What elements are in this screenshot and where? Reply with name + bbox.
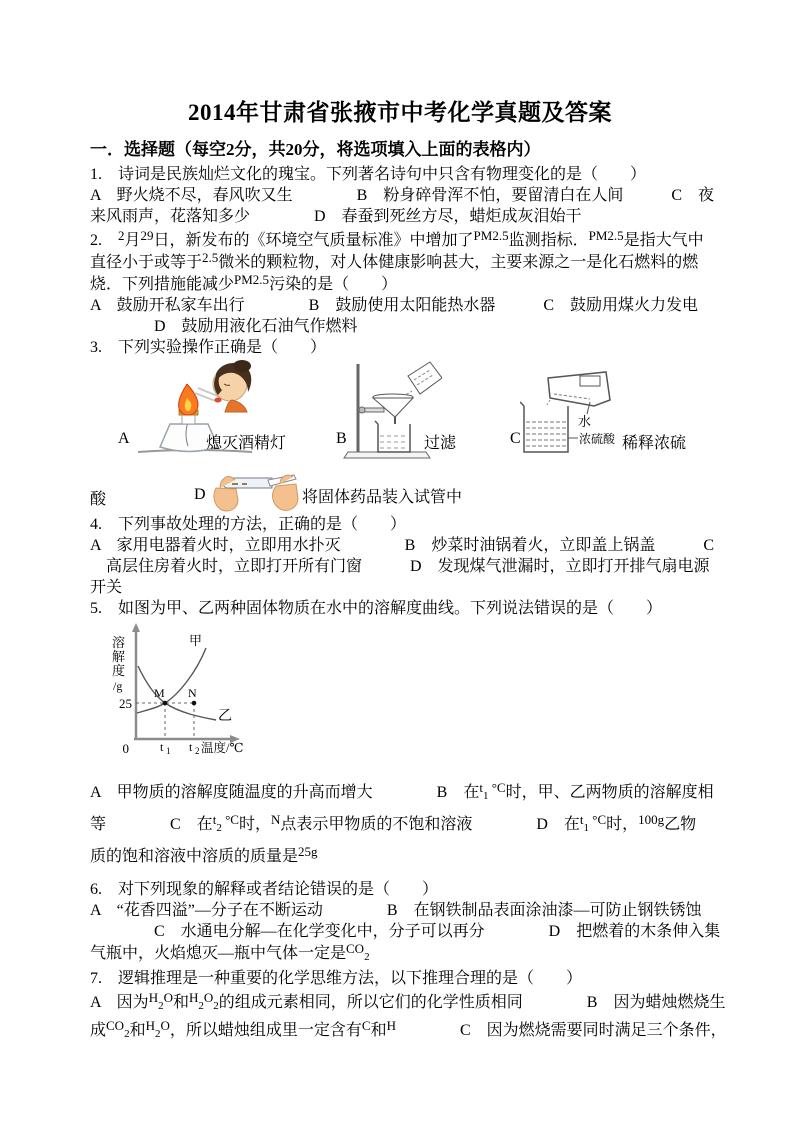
x-tick-t1-sub: 1 (166, 746, 171, 756)
q5-options (90, 777, 714, 873)
text-line: 5. 如图为甲、乙两种固体物质在水中的溶解度曲线。下列说法错误的是（ ） (90, 600, 663, 617)
text-line: 7. 逻辑推理是一种重要的化学思维方法，以下推理合理的是（ ） (90, 970, 583, 987)
document-content (90, 97, 727, 1045)
dashed-guides (136, 703, 194, 739)
q3-option-a-caption: 熄灭酒精灯 (206, 435, 287, 452)
q3-figures-row (90, 360, 710, 458)
xlabel: 温度/℃ (201, 741, 244, 755)
left-hand (214, 488, 238, 511)
point-m-dot (163, 701, 168, 706)
figure-load-solid-into-test-tube (210, 460, 302, 514)
ylabel-char-3: 度 (112, 663, 126, 678)
pouring-beaker (408, 362, 442, 394)
q4-options (90, 535, 715, 598)
q2-stem (90, 229, 710, 295)
text-line: A 鼓励开私家车出行 B 鼓励使用太阳能热水器 C 鼓励用煤火力发电 (90, 297, 699, 314)
solubility-curve-graph (98, 621, 266, 766)
text-line: 气瓶中，火焰熄灭—瓶中气体一定是$^{CO}$2 (90, 941, 370, 963)
q3-stem (90, 337, 710, 358)
text-line: 4. 下列事故处理的方法，正确的是（ ） (90, 516, 407, 533)
text-line: 等 C 在$^t$2 $^{^\circ C}$时，$^N$点表示甲物质的不饱和溶液 D 在$^t$1 $^{^\circ C}$时，$^{100g}$乙物 (90, 812, 697, 834)
text-line: 1. 诗词是民族灿烂文化的瑰宝。下列著名诗句中只含有物理变化的是（ ） (90, 166, 647, 183)
q7-stem (90, 968, 710, 989)
curve-jia-label: 甲 (189, 633, 203, 648)
q4-stem (90, 514, 710, 535)
page-title: 2014年甘肃省张掖市中考化学真题及答案 (188, 100, 612, 125)
q1-stem (90, 164, 710, 185)
text-line: 开关 (90, 579, 123, 596)
point-n-label: N (188, 686, 197, 700)
q3-option-c-letter: C (510, 430, 521, 447)
text-line: 来风雨声，花落知多少 D 春蚕到死丝方尽，蜡炬成灰泪始干 (90, 208, 582, 225)
origin-label: 0 (122, 741, 129, 756)
water-label: 水 (578, 414, 592, 429)
y-axis-arrow (132, 623, 140, 632)
water-vessel (548, 372, 610, 406)
x-tick-t2-sub: 2 (195, 746, 200, 756)
text-line: C 水通电分解—在化学变化中，分子可以再分 D 把燃着的木条伸入集 (90, 923, 721, 940)
q3-figure-d-row (90, 458, 710, 514)
right-hand (273, 484, 298, 510)
text-line: D 鼓励用液化石油气作燃料 (90, 318, 358, 335)
text-line: 6. 对下列现象的解释或者结论错误的是（ ） (90, 881, 439, 898)
point-n-dot (192, 701, 197, 706)
text-line: A 野火烧不尽，春风吹又生 B 粉身碎骨浑不怕，要留清白在人间 C 夜 (90, 187, 715, 204)
q3-option-b-letter: B (336, 430, 347, 447)
water-vessel-opening (580, 376, 600, 386)
q7-options (90, 989, 727, 1045)
ylabel-unit: /g (113, 679, 123, 693)
q3-option-d-caption: 将固体药品装入试管中 (302, 489, 463, 506)
q2-options-abc (90, 295, 710, 316)
girl-hair-bun (233, 360, 251, 372)
text-line: A 因为$^H2^O$和$^H2^O2$的组成元素相同，所以它们的化学性质相同 B 因为蜡烛燃烧生 (90, 990, 726, 1012)
acid-beaker (520, 402, 568, 452)
q2-option-d (90, 316, 710, 337)
point-m-label: M (154, 686, 165, 700)
q5-figure-row (90, 619, 710, 769)
ylabel-char-2: 解 (112, 649, 126, 664)
text-line: 成$^{CO}$2和$^H2^O$，所以蜡烛组成里一定含有$^C$和$^H$ C 因为燃烧需要同时满足三个条件， (90, 1018, 727, 1040)
q3-caption-c-wrap: 酸 (90, 491, 107, 508)
text-line: 质的饱和溶液中溶质的质量是$^{25g}$ (90, 844, 318, 865)
clamp-knob (359, 407, 365, 413)
text-line: 3. 下列实验操作正确是（ ） (90, 339, 327, 356)
q6-options (90, 900, 721, 964)
curve-yi-label: 乙 (218, 709, 232, 724)
acid-label: 浓硫酸 (579, 432, 616, 446)
q3-option-a-letter: A (118, 430, 130, 447)
lamp-neck (182, 415, 195, 424)
figure-dilute-sulfuric-acid (520, 366, 625, 456)
q6-stem (90, 879, 710, 900)
section-heading: 一．选择题（每空2分，共20分，将选项填入上面的表格内） (90, 140, 541, 159)
q3-option-d-letter: D (194, 486, 206, 503)
q3-option-b-caption: 过滤 (424, 435, 457, 452)
q1-options (90, 185, 715, 227)
text-line: 直径小于或等于$^{2.5}$微米的颗粒物，对人体健康影响甚大，主要来源之一是化石燃料的燃 (90, 250, 699, 271)
q5-stem (90, 598, 710, 619)
x-tick-t1: t (160, 740, 164, 754)
text-line: A “花香四溢”—分子在不断运动 B 在钢铁制品表面涂油漆—可防止钢铁锈蚀 (90, 902, 702, 919)
text-line: A 甲物质的溶解度随温度的升高而增大 B 在$^t$1 $^{^\circ C}$时，甲、乙两物质的溶解度相 (90, 780, 714, 802)
ylabel-char-1: 溶 (112, 635, 126, 650)
text-line: A 家用电器着火时，立即用水扑灭 B 炒菜时油锅着火，立即盖上锅盖 C (90, 537, 715, 554)
girl-shirt (225, 400, 247, 412)
y-tick-25: 25 (119, 696, 132, 711)
q3-option-c-caption: 稀释浓硫 (622, 435, 687, 452)
x-tick-t2: t (189, 740, 193, 754)
text-line: 高层住房着火时，立即打开所有门窗 D 发现煤气泄漏时，立即打开排气扇电源 (90, 558, 710, 575)
text-line: 2. $^2$月$^{29}$日，新发布的《环境空气质量标准》中增加了$^{PM2.5}$监测指标．$^{PM2.5}$是指大气中 (90, 228, 704, 249)
girl-lips (215, 398, 222, 403)
text-line: 烧．下列措施能减少$^{PM2.5}$污染的是（ ） (90, 272, 398, 293)
